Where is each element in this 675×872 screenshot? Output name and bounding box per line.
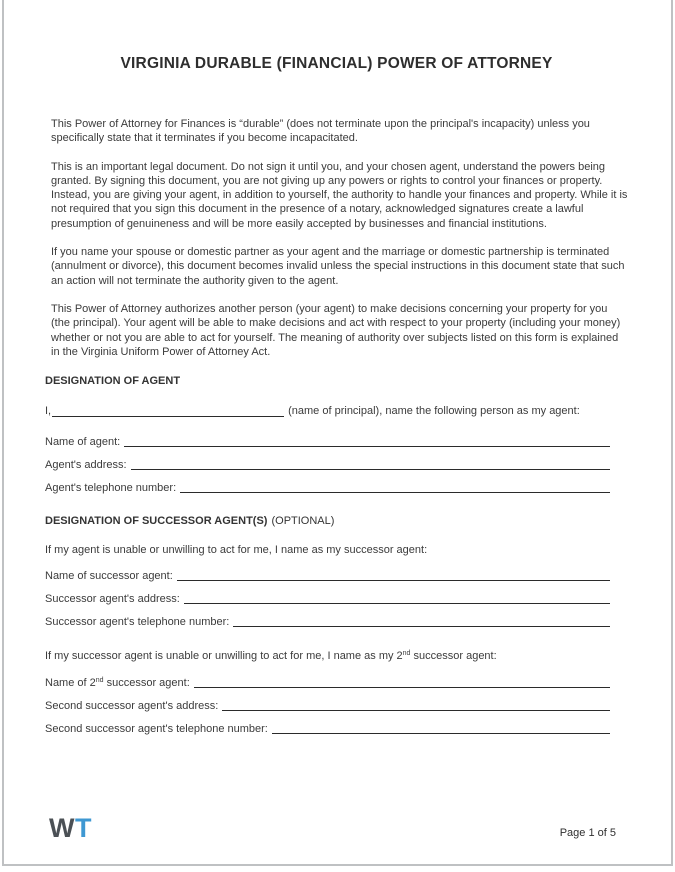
successor-fields xyxy=(45,559,610,628)
field-label-successor-telephone: Successor agent's telephone number: xyxy=(45,616,230,629)
intro-paragraphs xyxy=(45,117,628,359)
document-content xyxy=(4,55,671,735)
field-label-second-successor-address: Second successor agent's address: xyxy=(45,699,219,712)
paragraph-legal-document: This is an important legal document. Do not sign it until you, and your chosen agent, understand the powers being granted. By signing this document, you are not giving up any powers or rights to control your finances or property. Instead, you are giving your agent, in addition to yourself, the authority to handle your finances and property. While it is not required that you sign this document in the presence of a notary, acknowledged signatures create a lawful presumption of genuineness and will be more easily accepted by businesses and financial institutions. xyxy=(51,160,628,230)
principal-name-row xyxy=(45,404,628,418)
section-heading-successor-bold: DESIGNATION OF SUCCESSOR AGENT(S) xyxy=(45,515,268,528)
wt-logo xyxy=(49,815,92,842)
field-label-agent-telephone: Agent's telephone number: xyxy=(45,482,177,495)
field-label-second-successor-name: Name of 2nd successor agent: xyxy=(45,676,190,689)
section-heading-successor-optional: (OPTIONAL) xyxy=(271,515,335,528)
wt-logo-w: W xyxy=(49,813,75,843)
page-title: VIRGINIA DURABLE (FINANCIAL) POWER OF ATTORNEY xyxy=(120,55,553,72)
field-row-second-successor-name xyxy=(45,666,610,689)
field-blank-second-successor-name xyxy=(194,687,610,688)
field-blank-second-successor-telephone xyxy=(272,733,610,734)
field-blank-agent-address xyxy=(131,469,610,470)
principal-name-blank xyxy=(52,416,284,417)
agent-fields xyxy=(45,425,610,494)
field-row-agent-address xyxy=(45,448,610,471)
section-heading-agent: DESIGNATION OF AGENT xyxy=(45,375,181,388)
paragraph-authorization: This Power of Attorney authorizes another person (your agent) to make decisions concerning your property for you (the principal). Your agent will be able to make decisions and act with respect to your property (including your money) whether or not you are able to act for yourself. The meaning of authority over subjects listed on this form is explained in the Virginia Uniform Power of Attorney Act. xyxy=(51,302,621,358)
field-row-successor-address xyxy=(45,582,610,605)
principal-suffix: (name of principal), name the following person as my agent: xyxy=(288,405,580,418)
second-successor-intro-pre: If my successor agent is unable or unwilling to act for me, I name as my 2 xyxy=(45,650,403,663)
field-blank-successor-telephone xyxy=(233,626,610,627)
designation-of-successor-section xyxy=(45,515,628,735)
field-row-successor-name xyxy=(45,559,610,582)
field-label-successor-address: Successor agent's address: xyxy=(45,593,180,606)
second-successor-intro-post: successor agent: xyxy=(410,650,497,663)
section-heading-successor xyxy=(45,515,628,527)
field-blank-second-successor-address xyxy=(222,710,610,711)
principal-prefix: I, xyxy=(45,405,52,418)
second-successor-fields xyxy=(45,666,610,735)
wt-logo-t: T xyxy=(74,813,92,843)
page-number: Page 1 of 5 xyxy=(559,827,616,839)
paragraph-durable-notice: This Power of Attorney for Finances is “durable” (does not terminate upon the principal's incapacity) unless you specifically state that it terminates if you become incapacitated. xyxy=(51,118,590,145)
field-blank-successor-address xyxy=(184,603,610,604)
field-label-successor-name: Name of successor agent: xyxy=(45,570,173,583)
page-footer xyxy=(49,815,616,842)
field-blank-name-of-agent xyxy=(124,446,610,447)
document-page xyxy=(2,0,673,866)
second-successor-intro xyxy=(45,649,628,663)
field-label-name-of-agent: Name of agent: xyxy=(45,436,121,449)
designation-of-agent-section xyxy=(45,375,628,494)
field-row-successor-telephone xyxy=(45,605,610,628)
field-label-second-successor-telephone: Second successor agent's telephone number: xyxy=(45,722,268,735)
field-row-name-of-agent xyxy=(45,425,610,448)
field-row-agent-telephone xyxy=(45,471,610,494)
field-row-second-successor-address xyxy=(45,689,610,712)
field-label-agent-address: Agent's address: xyxy=(45,459,127,472)
field-blank-successor-name xyxy=(177,580,610,581)
field-blank-agent-telephone xyxy=(180,492,610,493)
second-successor-intro-sup: nd xyxy=(402,650,411,658)
field-row-second-successor-telephone xyxy=(45,712,610,735)
paragraph-spouse-partner: If you name your spouse or domestic partner as your agent and the marriage or domestic partnership is terminated (annulment or divorce), this document becomes invalid unless the special instructions in this document state that such an action will not terminate the authority given to the agent. xyxy=(51,246,625,287)
successor-intro: If my agent is unable or unwilling to act for me, I name as my successor agent: xyxy=(45,544,428,557)
